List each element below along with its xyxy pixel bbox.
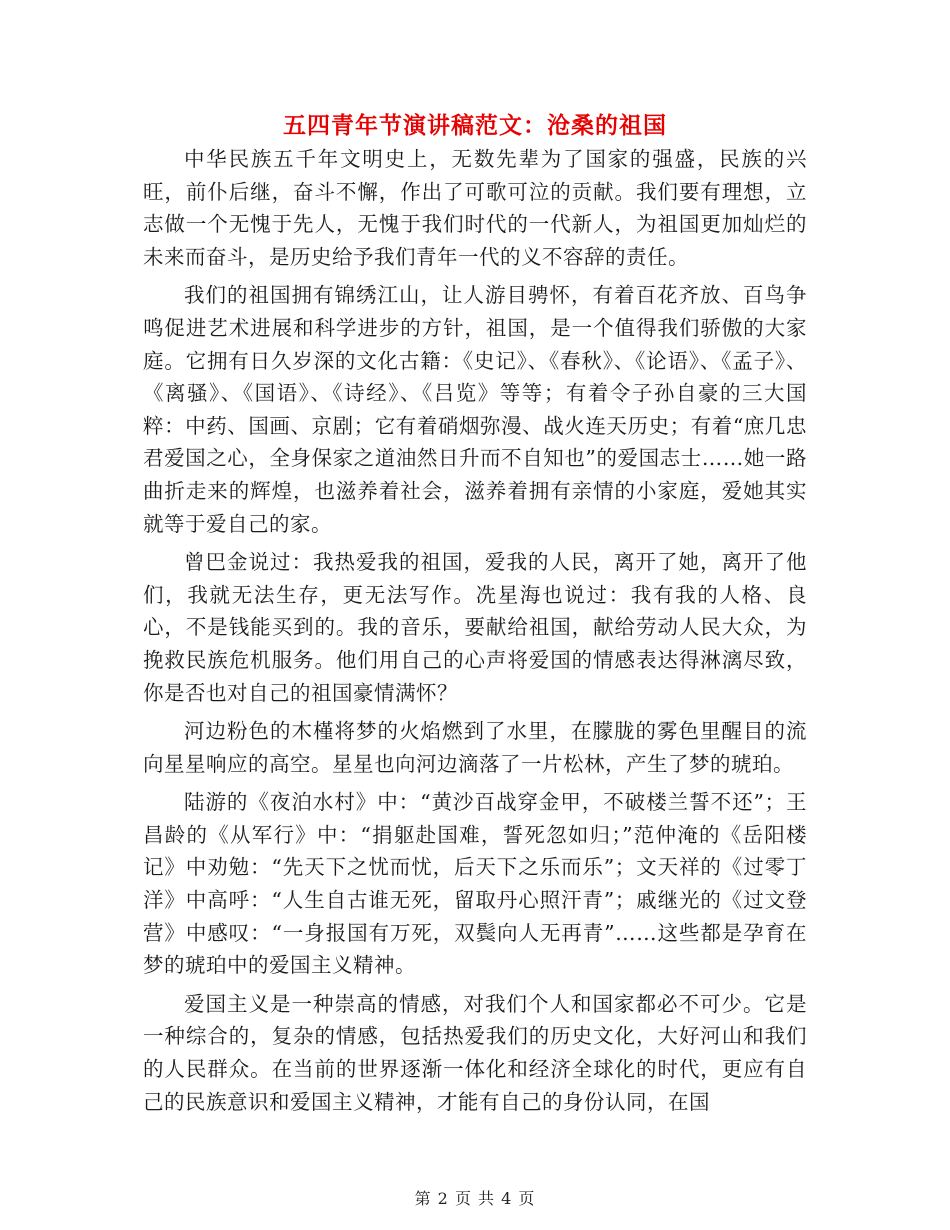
document-title: 五四青年节演讲稿范文：沧桑的祖国 xyxy=(283,113,667,139)
paragraph: 陆游的《夜泊水村》中：“黄沙百战穿金甲，不破楼兰誓不还”；王昌龄的《从军行》中：“捐躯赴国难，誓死忽如归；”范仲淹的《岳阳楼记》中劝勉：“先天下之忧而忧，后天下之乐而乐”；文天祥的《过零丁洋》中高呼：“人生自古谁无死，留取丹心照汗青”；戚继光的《过文登营》中感叹：“一身报国有万死，双鬓向人无再青”……这些都是孕育在梦的琥珀中的爱国主义精神。 xyxy=(143,790,807,978)
document-body xyxy=(143,143,807,1124)
paragraph: 爱国主义是一种崇高的情感，对我们个人和国家都必不可少。它是一种综合的，复杂的情感，包括热爱我们的历史文化，大好河山和我们的人民群众。在当前的世界逐渐一体化和经济全球化的时代，更应有自己的民族意识和爱国主义精神，才能有自己的身份认同，在国 xyxy=(143,991,807,1114)
paragraph: 曾巴金说过：我热爱我的祖国，爱我的人民，离开了她，离开了他们，我就无法生存，更无法写作。冼星海也说过：我有我的人格、良心，不是钱能买到的。我的音乐，要献给祖国，献给劳动人民大众，为挽救民族危机服务。他们用自己的心声将爱国的情感表达得淋漓尽致，你是否也对自己的祖国豪情满怀？ xyxy=(143,550,807,705)
paragraph: 中华民族五千年文明史上，无数先辈为了国家的强盛，民族的兴旺，前仆后继，奋斗不懈，作出了可歌可泣的贡献。我们要有理想，立志做一个无愧于先人，无愧于我们时代的一代新人，为祖国更加灿烂的未来而奋斗，是历史给予我们青年一代的义不容辞的责任。 xyxy=(143,147,807,269)
paragraph: 河边粉色的木槿将梦的火焰燃到了水里，在朦胧的雾色里醒目的流向星星响应的高空。星星也向河边滴落了一片松林，产生了梦的琥珀。 xyxy=(143,719,807,776)
paragraph: 我们的祖国拥有锦绣江山，让人游目骋怀，有着百花齐放、百鸟争鸣促进艺术进展和科学进步的方针，祖国，是一个值得我们骄傲的大家庭。它拥有日久岁深的文化古籍：《史记》、《春秋》、《论语》、《孟子》、《离骚》、《国语》、《诗经》、《吕览》等等；有着令子孙自豪的三大国粹：中药、国画、京剧；它有着硝烟弥漫、战火连天历史；有着“庶几忠君爱国之心，全身保家之道油然日升而不自知也”的爱国志士……她一路曲折走来的辉煌，也滋养着社会，滋养着拥有亲情的小家庭，爱她其实就等于爱自己的家。 xyxy=(143,283,807,536)
page-number: 第 2 页 共 4 页 xyxy=(414,1189,536,1208)
